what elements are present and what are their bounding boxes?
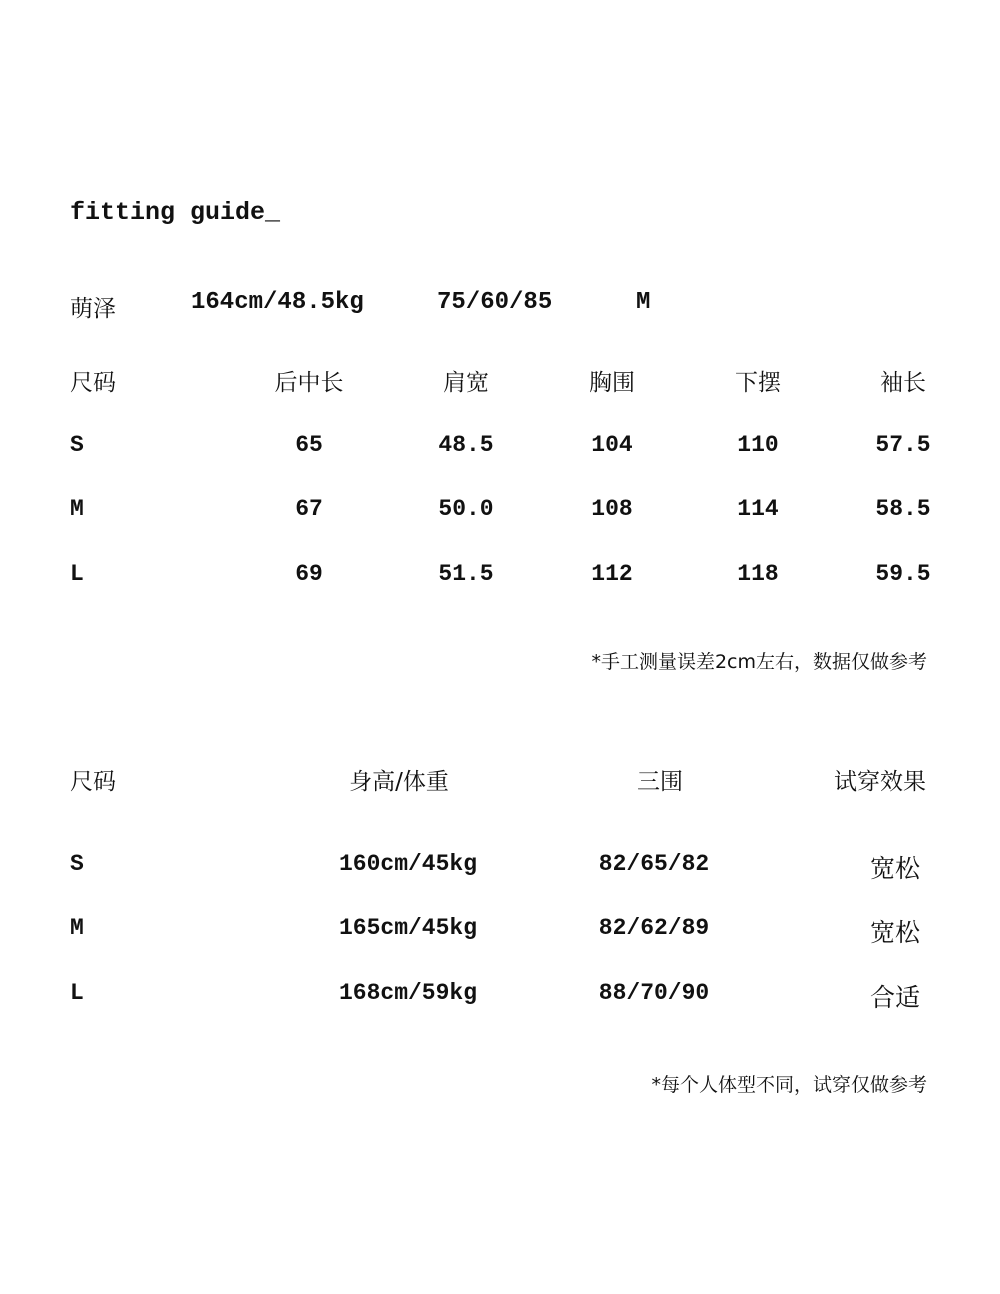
model-name: 萌泽 (70, 296, 116, 322)
measurement-note: *手工测量误差2cm左右，数据仅做参考 (591, 651, 927, 673)
cell-shoulder: 51.5 (438, 561, 494, 587)
model-measurements: 75/60/85 (437, 289, 553, 316)
header-chest: 胸围 (589, 370, 635, 396)
header-back-length: 后中长 (274, 370, 344, 396)
fit-note: *每个人体型不同，试穿仅做参考 (651, 1074, 927, 1096)
cell-height-weight: 160cm/45kg (338, 851, 478, 877)
cell-fit-result: 宽松 (869, 918, 921, 947)
cell-hem: 114 (737, 496, 779, 522)
cell-size: L (70, 561, 84, 587)
cell-back-length: 65 (295, 432, 323, 458)
cell-measurements: 82/65/82 (598, 851, 710, 877)
header-height-weight: 身高/体重 (349, 769, 449, 795)
cell-back-length: 69 (295, 561, 323, 587)
cell-size: S (70, 851, 84, 877)
header-shoulder: 肩宽 (443, 370, 489, 396)
cell-size: M (70, 915, 84, 941)
cell-chest: 104 (591, 432, 633, 458)
cell-measurements: 88/70/90 (598, 980, 710, 1006)
page-title: fitting guide_ (70, 198, 281, 227)
header-size: 尺码 (70, 370, 116, 396)
cell-size: M (70, 496, 84, 522)
cell-size: S (70, 432, 84, 458)
cell-chest: 108 (591, 496, 633, 522)
header-measurements: 三围 (637, 769, 683, 795)
model-stats: 164cm/48.5kg (191, 289, 364, 316)
model-size: M (636, 289, 651, 316)
cell-shoulder: 48.5 (438, 432, 494, 458)
cell-back-length: 67 (295, 496, 323, 522)
cell-chest: 112 (591, 561, 633, 587)
cell-shoulder: 50.0 (438, 496, 494, 522)
cell-hem: 118 (737, 561, 779, 587)
cell-sleeve: 58.5 (875, 496, 931, 522)
cell-height-weight: 165cm/45kg (338, 915, 478, 941)
header-fit-result: 试穿效果 (834, 769, 926, 795)
cell-fit-result: 宽松 (869, 854, 921, 883)
cell-measurements: 82/62/89 (598, 915, 710, 941)
cell-sleeve: 57.5 (875, 432, 931, 458)
cell-fit-result: 合适 (869, 983, 921, 1012)
cell-hem: 110 (737, 432, 779, 458)
header-size: 尺码 (70, 769, 116, 795)
cell-height-weight: 168cm/59kg (338, 980, 478, 1006)
header-hem: 下摆 (735, 370, 781, 396)
cell-sleeve: 59.5 (875, 561, 931, 587)
cell-size: L (70, 980, 84, 1006)
header-sleeve: 袖长 (880, 370, 926, 396)
